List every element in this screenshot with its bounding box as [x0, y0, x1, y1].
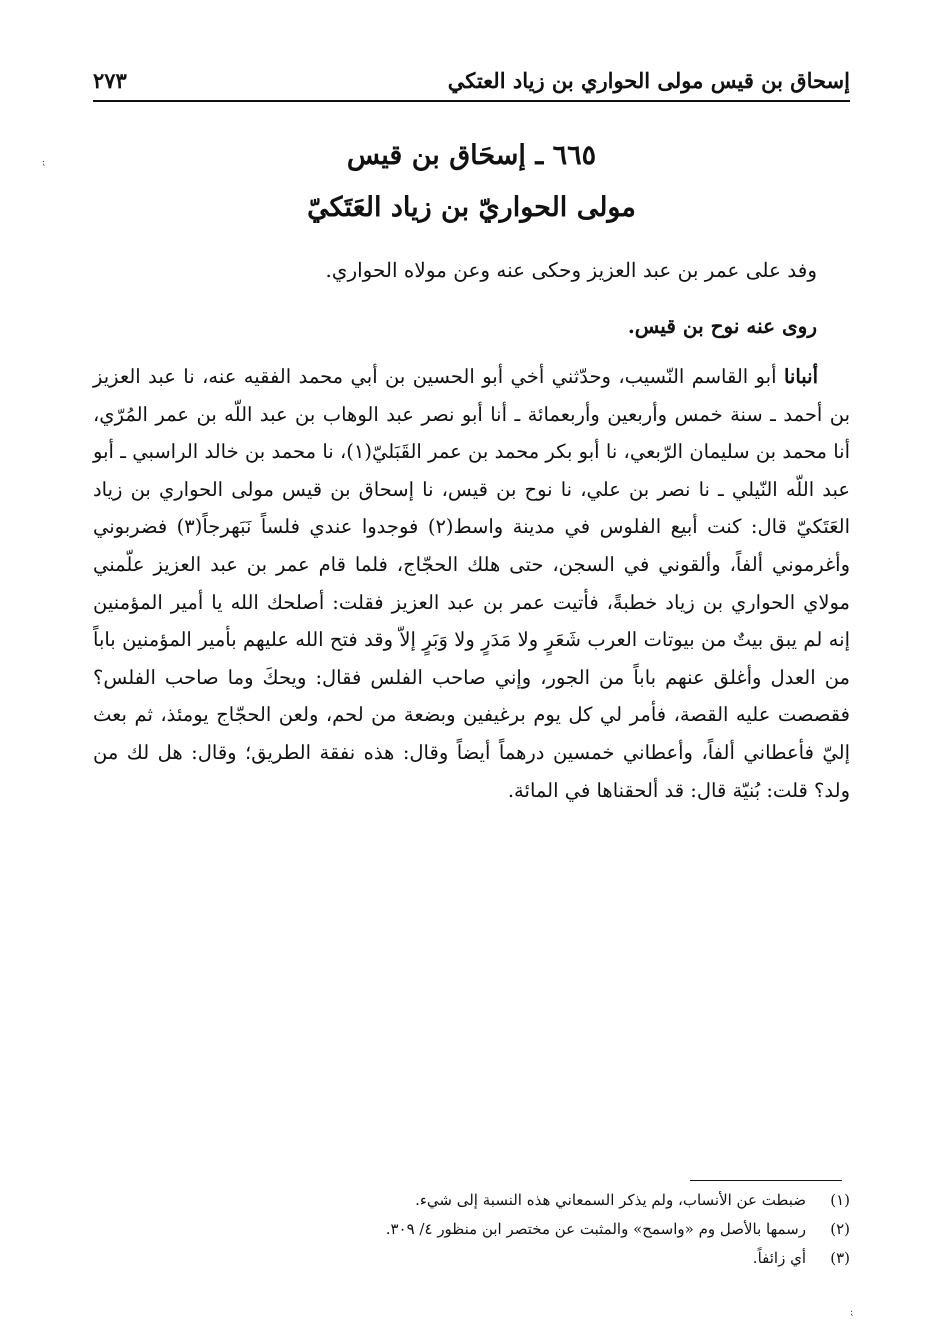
scan-speck: ⁏	[42, 158, 46, 168]
footnote-number: (٢)	[830, 1220, 850, 1238]
footnote-text: أي زائفاً.	[752, 1249, 806, 1267]
narrator-line: روى عنه نوح بن قيس.	[627, 314, 817, 338]
footnotes	[93, 1186, 850, 1273]
main-paragraph	[93, 358, 850, 809]
entry-title: ٦٦٥ ـ إسحَاق بن قيس	[346, 140, 597, 171]
footnote-1	[93, 1186, 850, 1215]
footnote-3	[93, 1244, 850, 1273]
scan-speck: ⁏	[850, 1308, 854, 1318]
paragraph-text: أبو القاسم النّسيب، وحدّثني أخي أبو الحسين بن أبي محمد الفقيه عنه، نا عبد العزيز بن أحمد ـ سنة خمس وأربعين وأربعمائة ـ أنا أبو نصر عبد الوهاب بن عبد اللّه بن عمر المُرّي، أنا محمد بن سليمان الرّبعي، نا أبو بكر محمد بن عمر القَبَليّ(١)، نا محمد بن خالد الراسبي ـ أبو عبد اللّه النّيلي ـ نا نصر بن علي، نا نوح بن قيس، نا إسحاق بن قيس مولى الحواري بن زياد العَتَكيّ قال: كنت أبيع الفلوس في مدينة واسط(٢) فوجدوا عندي فلساً نَبَهرجاً(٣) فضربوني وأغرموني ألفاً، وألقوني في السجن، حتى هلك الحجّاج، فلما قام عمر بن عبد العزيز علّمني مولاي الحواري بن زياد خطبةً، فأتيت عمر بن عبد العزيز فقلت: أصلحك الله يا أمير المؤمنين إنه لم يبق بيتٌ من بيوتات العرب شَعَرٍ ولا مَدَرٍ ولا وَبَرٍ إلاّ وقد فتح الله عليهم بأمير المؤمنين باباً من العدل وأغلق عنهم باباً من الجور، وإني صاحب الفلس فقال: ويحكَ وما صاحب الفلس؟ فقصصت عليه القصة، فأمر لي كل يوم برغيفين وبضعة من لحم، ولعن الحجّاج يومئذ، ثم بعث إليّ فأعطاني ألفاً، وأعطاني خمسين درهماً أيضاً وقال: هذه نفقة الطريق؛ وقال: هل لك من ولد؟ قلت: بُنيّة قال: قد ألحقناها في المائة.	[93, 365, 851, 802]
lead-word: أنبانا	[783, 365, 818, 388]
entry-subtitle: مولى الحواريّ بن زياد العَتَكيّ	[307, 192, 636, 223]
running-title: إسحاق بن قيس مولى الحواري بن زياد العتكي	[447, 68, 850, 93]
footnote-number: (١)	[830, 1191, 850, 1209]
page-header	[93, 66, 850, 102]
footnote-divider	[690, 1180, 842, 1181]
footnote-text: رسمها بالأصل وم «واسمح» والمثبت عن مختصر ابن منظور ٤/ ٣٠٩.	[385, 1220, 806, 1238]
footnote-text: ضبطت عن الأنساب، ولم يذكر السمعاني هذه النسبة إلى شيء.	[415, 1191, 806, 1209]
intro-line: وفد على عمر بن عبد العزيز وحكى عنه وعن مولاه الحواري.	[325, 258, 817, 282]
page-number: ٢٧٣	[93, 68, 127, 93]
footnote-2	[93, 1215, 850, 1244]
footnote-number: (٣)	[830, 1249, 850, 1267]
